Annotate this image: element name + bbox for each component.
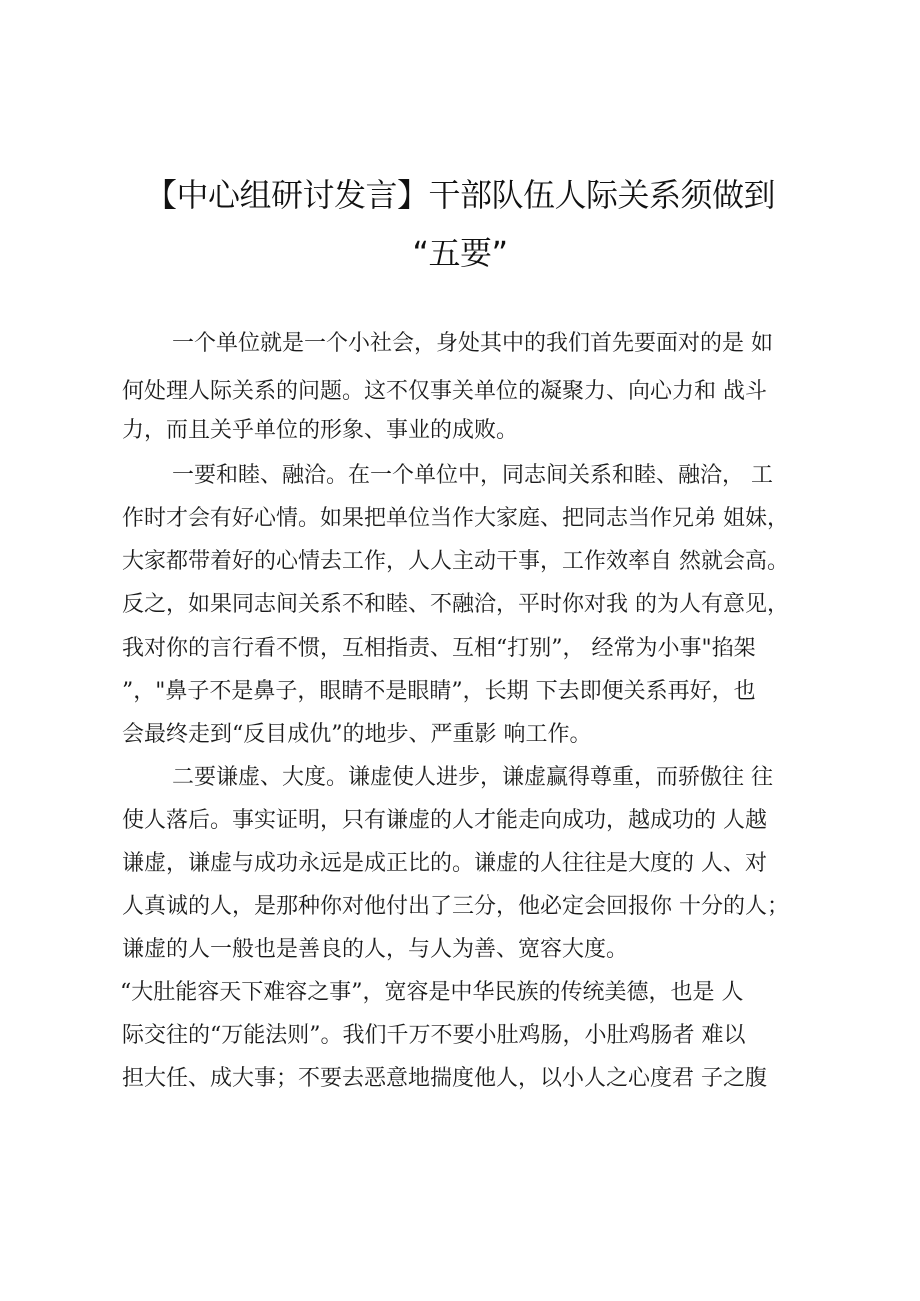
body-line: 力，而且关乎单位的形象、事业的成败。 — [122, 418, 519, 443]
body-line: 际交往的“万能法则”。我们千万不要小肚鸡肠，小肚鸡肠者 难以 — [122, 1023, 746, 1048]
body-line: 谦虚的人一般也是善良的人，与人为善、宽容大度。 — [122, 937, 629, 962]
body-line: 大家都带着好的心情去工作，人人主动干事，工作效率自 然就会高。 — [122, 549, 789, 574]
body-line: 反之，如果同志间关系不和睦、不融洽，平时你对我 的为人有意见， — [122, 592, 789, 617]
body-line: 我对你的言行看不惯，互相指责、互相“打别”， 经常为小事"掐架 — [122, 636, 756, 661]
body-line: 一要和睦、融洽。在一个单位中，同志间关系和睦、融洽， 工 — [172, 463, 773, 488]
body-line: 一个单位就是一个小社会，身处其中的我们首先要面对的是 如 — [172, 331, 773, 356]
body-line: 会最终走到“反目成仇”的地步、严重影 响工作。 — [122, 722, 592, 747]
body-line: “大肚能容天下难容之事”，宽容是中华民族的传统美德，也是 人 — [120, 980, 744, 1005]
body-line: 作时才会有好心情。如果把单位当作大家庭、把同志当作兄弟 姐妹， — [122, 506, 789, 531]
body-line: ”，"鼻子不是鼻子，眼睛不是眼睛”，长期 下去即便关系再好，也 — [122, 679, 756, 704]
body-line: 使人落后。事实证明，只有谦虚的人才能走向成功，越成功的 人越 — [122, 808, 767, 833]
body-line: 谦虚，谦虚与成功永远是成正比的。谦虚的人往往是大度的 人、对 — [122, 851, 767, 876]
body-line: 何处理人际关系的问题。这不仅事关单位的凝聚力、向心力和 战斗 — [122, 379, 767, 404]
body-line: 人真诚的人，是那种你对他付出了三分，他必定会回报你 十分的人； — [122, 894, 789, 919]
body-line: 二要谦虚、大度。谦虚使人进步，谦虚赢得尊重，而骄傲往 往 — [172, 765, 773, 790]
document-title-line-1: 【中心组研讨发言】干部队伍人际关系须做到 — [144, 176, 775, 214]
document-title-line-2: “五要” — [412, 234, 508, 272]
body-line: 担大任、成大事；不要去恶意地揣度他人，以小人之心度君 子之腹 — [122, 1066, 767, 1091]
